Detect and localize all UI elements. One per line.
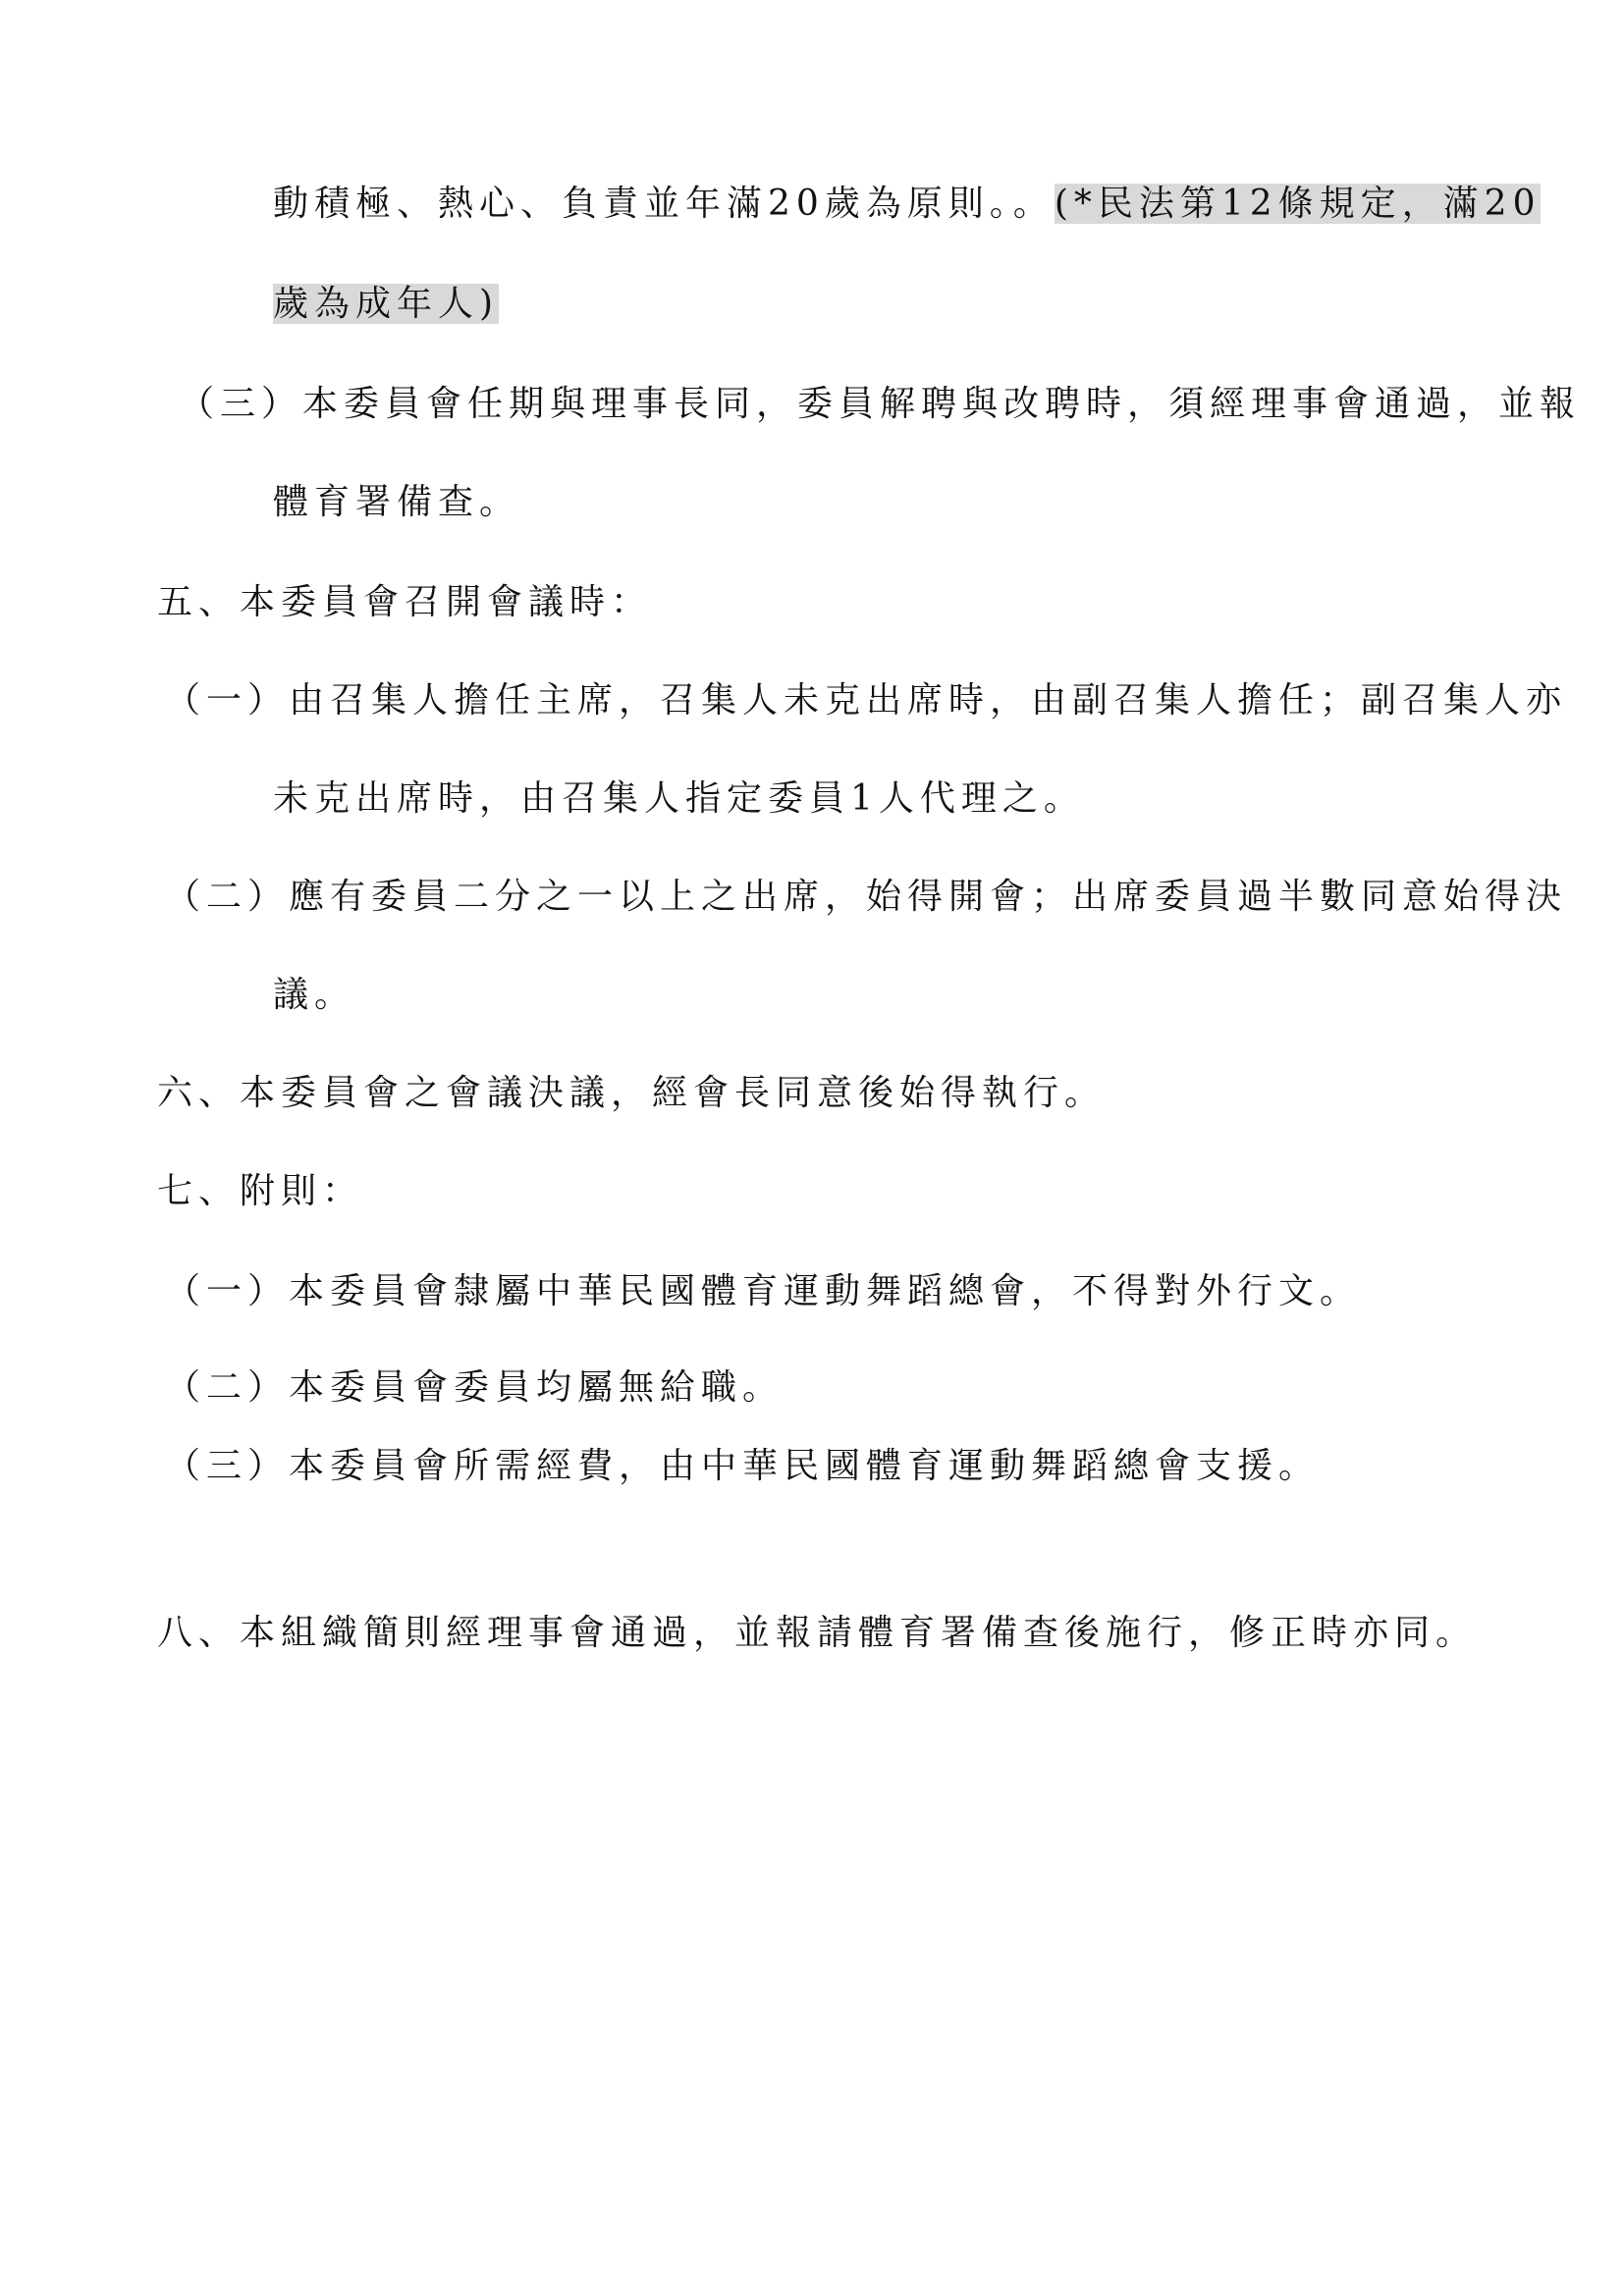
section-5-heading: 五、本委員會召開會議時：: [157, 582, 653, 622]
line-text: 動積極、熱心、負責並年滿20歲為原則。。: [273, 184, 1055, 224]
section-6: 六、本委員會之會議決議，經會長同意後始得執行。: [157, 1073, 1107, 1113]
section-7-heading: 七、附則：: [157, 1171, 364, 1211]
clause-7-1: （一）本委員會隸屬中華民國體育運動舞蹈總會，不得對外行文。: [165, 1271, 1362, 1311]
highlighted-note-continued: 歲為成年人): [273, 284, 500, 324]
section-8: 八、本組織簡則經理事會通過，並報請體育署備查後施行，修正時亦同。: [157, 1613, 1478, 1653]
clause-7-3: （三）本委員會所需經費，由中華民國體育運動舞蹈總會支援。: [165, 1446, 1321, 1486]
clause-5-1-continued: 未克出席時，由召集人指定委員1人代理之。: [273, 778, 1085, 819]
paragraph-line-1: [273, 181, 1541, 228]
clause-5-1: （一）由召集人擔任主席，召集人未克出席時，由副召集人擔任；副召集人亦: [165, 680, 1568, 721]
clause-5-2: （二）應有委員二分之一以上之出席，始得開會；出席委員過半數同意始得決: [165, 877, 1568, 917]
highlighted-note: (*民法第12條規定，滿20: [1054, 184, 1542, 224]
clause-7-2: （二）本委員會委員均屬無給職。: [165, 1367, 785, 1408]
paragraph-line-2: [273, 281, 499, 328]
clause-4-3-continued: 體育署備查。: [273, 482, 521, 522]
clause-5-2-continued: 議。: [273, 975, 356, 1015]
clause-4-3: （三）本委員會任期與理事長同，委員解聘與改聘時，須經理事會通過，並報: [179, 384, 1582, 424]
